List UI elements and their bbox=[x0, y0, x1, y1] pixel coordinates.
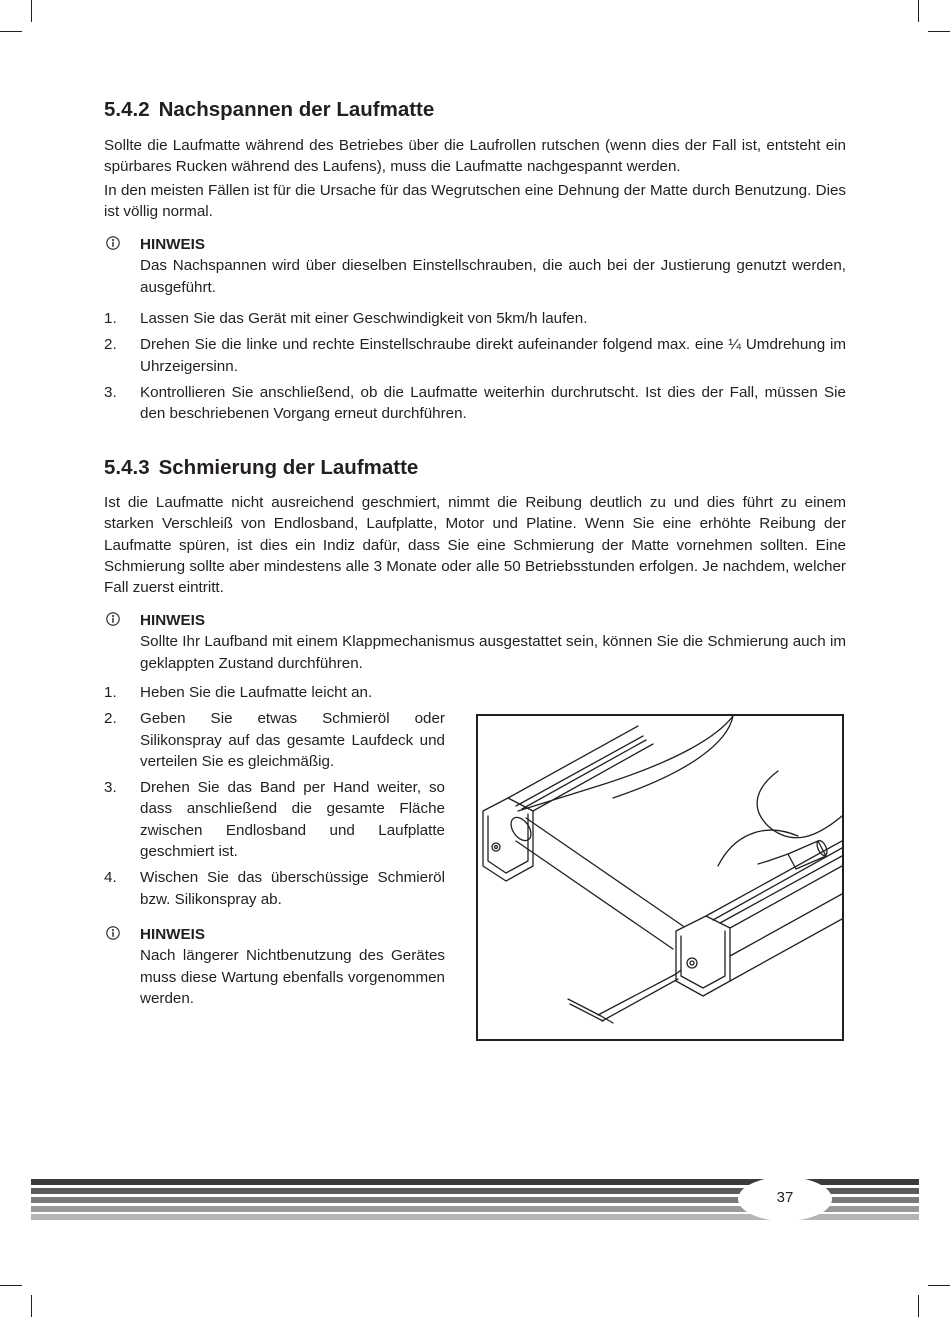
note-heading: HINWEIS bbox=[140, 236, 205, 253]
treadmill-drawing bbox=[478, 716, 842, 1039]
step-text: Lassen Sie das Gerät mit einer Geschwindigkeit von 5km/h laufen. bbox=[140, 310, 588, 327]
list-item bbox=[104, 308, 846, 329]
list-item bbox=[104, 334, 846, 377]
page-number: 37 bbox=[776, 1189, 794, 1206]
info-circle-icon bbox=[106, 926, 120, 940]
step-text: Heben Sie die Laufmatte leicht an. bbox=[140, 684, 373, 701]
list-item bbox=[104, 777, 445, 862]
crop-mark bbox=[0, 1285, 22, 1286]
note-text: Sollte Ihr Laufband mit einem Klappmechanismus ausgestattet sein, können Sie die Schmierung auch im geklappten Zustand durchführen. bbox=[140, 633, 846, 672]
section-heading bbox=[104, 456, 418, 480]
crop-mark bbox=[918, 1295, 919, 1317]
paragraph: In den meisten Fällen ist für die Ursache für das Wegrutschen eine Dehnung der Matte durch Benutzung. Dies ist völlig normal. bbox=[104, 182, 846, 221]
list-item bbox=[104, 708, 445, 772]
step-number: 1. bbox=[104, 310, 117, 327]
note-heading: HINWEIS bbox=[140, 926, 205, 943]
treadmill-lubrication-illustration bbox=[476, 714, 844, 1041]
step-text: Geben Sie etwas Schmieröl oder Silikonspray auf das gesamte Laufdeck und verteilen Sie es gleichmäßig. bbox=[140, 710, 445, 770]
step-number: 4. bbox=[104, 869, 117, 887]
step-text: Wischen Sie das überschüssige Schmieröl bzw. Silikonspray ab. bbox=[140, 869, 445, 908]
crop-mark bbox=[918, 0, 919, 22]
crop-mark bbox=[31, 1295, 32, 1317]
list-item bbox=[104, 867, 445, 910]
crop-mark bbox=[928, 31, 950, 32]
step-text: Kontrollieren Sie anschließend, ob die Laufmatte weiterhin durchrutscht. Ist dies der Fall, müssen Sie den beschriebenen Vorgang erneut durchführen. bbox=[140, 383, 846, 423]
step-text: Drehen Sie das Band per Hand weiter, so dass anschließend die gesamte Fläche zwischen Endlosband und Laufplatte geschmiert ist. bbox=[140, 779, 445, 861]
info-circle-icon bbox=[106, 612, 120, 626]
step-number: 2. bbox=[104, 710, 117, 728]
info-circle-icon bbox=[106, 236, 120, 250]
list-item bbox=[104, 382, 846, 425]
crop-mark bbox=[928, 1285, 950, 1286]
note-text: Das Nachspannen wird über dieselben Einstellschrauben, die auch bei der Justierung genutzt werden, ausgeführt. bbox=[140, 257, 846, 296]
step-number: 2. bbox=[104, 336, 117, 354]
note-heading: HINWEIS bbox=[140, 612, 205, 629]
note-box bbox=[104, 610, 846, 676]
section-title: Schmierung der Laufmatte bbox=[158, 456, 419, 479]
step-list bbox=[104, 682, 445, 910]
crop-mark bbox=[31, 0, 32, 22]
crop-mark bbox=[0, 31, 22, 32]
step-list bbox=[104, 308, 846, 424]
paragraph: Sollte die Laufmatte während des Betriebes über die Laufrollen rutschen (wenn dies der Fall ist, entsteht ein spürbares Rucken während des Laufens), muss die Laufmatte nachgespannt werden. bbox=[104, 137, 846, 176]
note-box bbox=[104, 924, 445, 1014]
step-number: 3. bbox=[104, 383, 117, 401]
paragraph: Ist die Laufmatte nicht ausreichend geschmiert, nimmt die Reibung deutlich zu und dies führt zu einem starken Verschleiß von Endlosband, Laufplatte, Motor und Platine. Wenn Sie eine erhöhte Reibung der Laufmatte spüren, ist dies ein Indiz dafür, dass Sie eine Schmierung der Matte vornehmen sollten. Eine Schmierung sollte aber mindestens alle 3 Monate oder alle 50 Betriebsstunden erfolgen. Je nachdem, welcher Fall zuerst eintritt. bbox=[104, 494, 846, 597]
section-number: 5.4.3 bbox=[104, 456, 150, 479]
step-number: 1. bbox=[104, 684, 117, 701]
note-box bbox=[104, 234, 846, 300]
section-title: Nachspannen der Laufmatte bbox=[158, 98, 435, 121]
step-number: 3. bbox=[104, 779, 117, 797]
list-item bbox=[104, 682, 445, 703]
note-text: Nach längerer Nichtbenutzung des Gerätes muss diese Wartung ebenfalls vorgenommen werden. bbox=[140, 947, 445, 1007]
step-text: Drehen Sie die linke und rechte Einstellschraube direkt aufeinander folgend max. eine ¼ Umdrehung im Uhrzeigersinn. bbox=[140, 336, 846, 375]
section-number: 5.4.2 bbox=[104, 98, 150, 121]
section-heading bbox=[104, 98, 434, 122]
